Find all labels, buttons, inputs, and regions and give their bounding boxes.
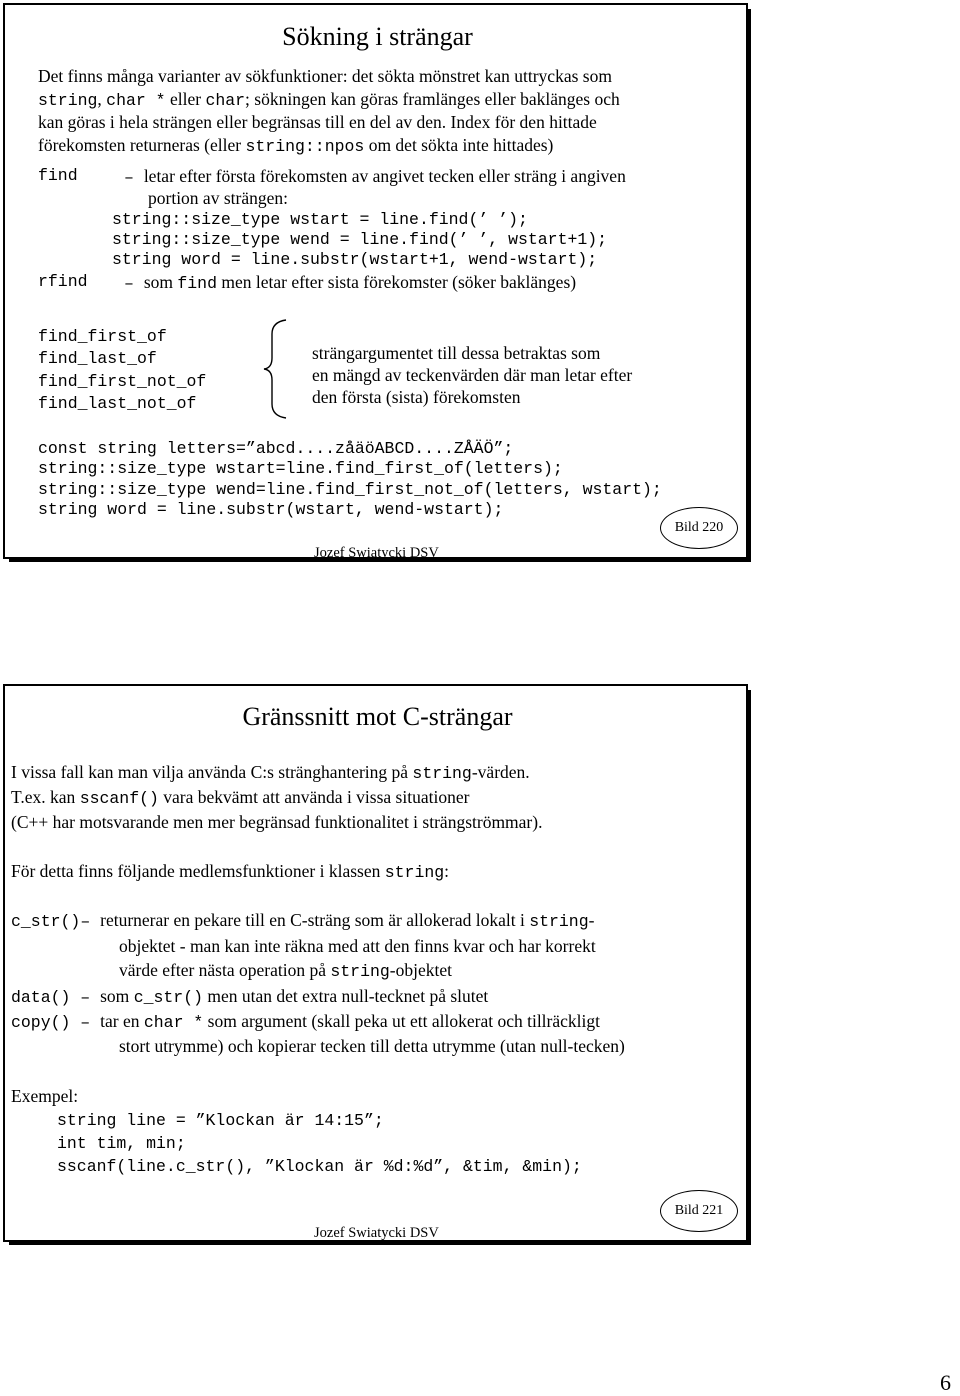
search-function-name: find_first_of xyxy=(38,327,167,346)
author-footer: Jozef Swiatycki DSV xyxy=(314,545,439,561)
find-code-line: string::size_type wstart = line.find(’ ’); xyxy=(112,210,528,229)
example-code-line: int tim, min; xyxy=(57,1134,186,1153)
find-code-line: string::size_type wend = line.find(’ ’, wstart+1); xyxy=(112,230,608,249)
slide-number-badge: Bild 221 xyxy=(660,1190,738,1232)
search-functions-description: strängargumentet till dessa betraktas som xyxy=(312,343,601,363)
slide-220 xyxy=(3,3,748,559)
example-label: Exempel: xyxy=(11,1086,79,1106)
example-code-line: string::size_type wstart=line.find_first_of(letters); xyxy=(38,459,563,478)
rfind-description: – som find men letar efter sista förekomster (söker baklänges) xyxy=(124,272,577,293)
intro-line: string, char * eller char; sökningen kan göras framlänges eller baklänges och xyxy=(38,89,620,110)
c-str-description: värde efter nästa operation på string-objektet xyxy=(119,960,452,981)
search-function-name: find_last_not_of xyxy=(38,394,197,413)
search-functions-description: den första (sista) förekomsten xyxy=(312,387,521,407)
data-description: data() – som c_str() men utan det extra null-tecknet på slutet xyxy=(11,986,489,1007)
find-description: portion av strängen: xyxy=(148,188,288,208)
example-code-line: sscanf(line.c_str(), ”Klockan är %d:%d”, &tim, &min); xyxy=(57,1157,582,1176)
find-code-line: string word = line.substr(wstart+1, wend-wstart); xyxy=(112,250,598,269)
c-str-description: c_str()– returnerar en pekare till en C-sträng som är allokerad lokalt i string- xyxy=(11,910,595,931)
author-footer: Jozef Swiatycki DSV xyxy=(314,1225,439,1241)
example-code-line: string::size_type wend=line.find_first_not_of(letters, wstart); xyxy=(38,480,662,499)
intro-line: kan göras i hela strängen eller begränsas till en del av den. Index för den hittade xyxy=(38,112,597,132)
curly-brace-icon xyxy=(260,318,290,420)
intro-line: Det finns många varianter av sökfunktioner: det sökta mönstret kan uttryckas som xyxy=(38,66,612,86)
search-function-name: find_first_not_of xyxy=(38,372,207,391)
search-functions-description: en mängd av teckenvärden där man letar efter xyxy=(312,365,633,385)
slide-title: Gränssnitt mot C-strängar xyxy=(242,702,513,731)
slide-221 xyxy=(3,684,748,1242)
example-code-line: string line = ”Klockan är 14:15”; xyxy=(57,1111,384,1130)
page-number: 6 xyxy=(940,1370,951,1395)
c-str-description: objektet - man kan inte räkna med att den finns kvar och har korrekt xyxy=(119,936,596,956)
slide-title: Sökning i strängar xyxy=(282,22,473,51)
intro-line: T.ex. kan sscanf() vara bekvämt att använda i vissa situationer xyxy=(11,787,470,808)
rfind-function-name: rfind xyxy=(38,272,88,291)
intro-line: I vissa fall kan man vilja använda C:s stränghantering på string-värden. xyxy=(11,762,530,783)
example-code-line: const string letters=”abcd....zåäöABCD....ZÅÄÖ”; xyxy=(38,439,514,458)
copy-description: copy() – tar en char * som argument (skall peka ut ett allokerat och tillräckligt xyxy=(11,1011,600,1032)
slide-number-badge: Bild 220 xyxy=(660,507,738,549)
member-functions-intro: För detta finns följande medlemsfunktioner i klassen string: xyxy=(11,861,450,882)
find-description: – letar efter första förekomsten av angivet tecken eller sträng i angiven xyxy=(124,166,626,187)
copy-description: stort utrymme) och kopierar tecken till detta utrymme (utan null-tecken) xyxy=(119,1036,625,1056)
find-function-name: find xyxy=(38,166,78,185)
intro-line: (C++ har motsvarande men mer begränsad funktionalitet i strängströmmar). xyxy=(11,812,543,832)
example-code-line: string word = line.substr(wstart, wend-wstart); xyxy=(38,500,504,519)
intro-line: förekomsten returneras (eller string::npos om det sökta inte hittades) xyxy=(38,135,554,156)
search-function-name: find_last_of xyxy=(38,349,157,368)
